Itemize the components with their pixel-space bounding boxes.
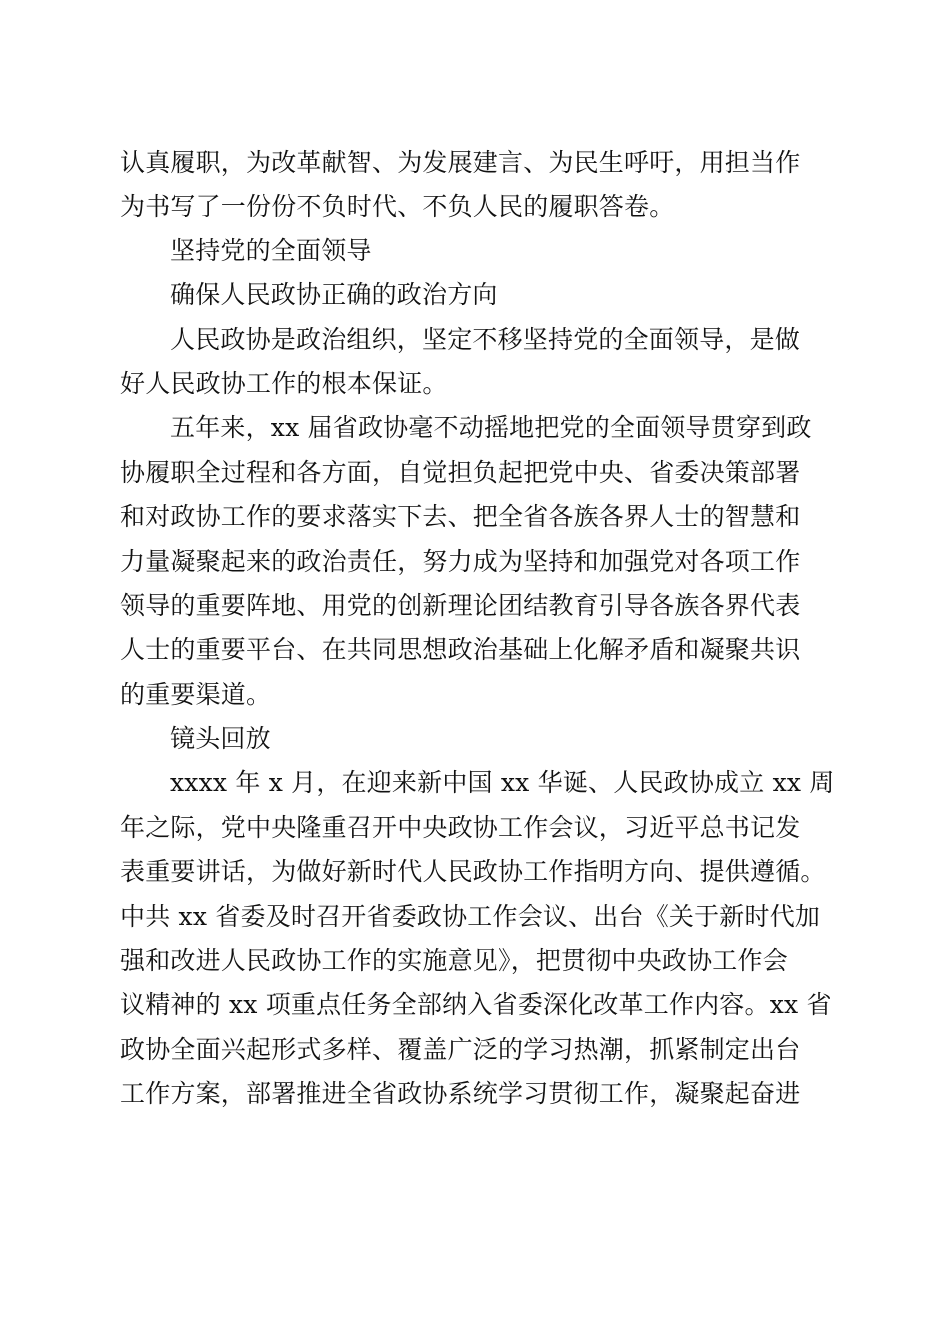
paragraph-line: 协履职全过程和各方面，自觉担负起把党中央、省委决策部署 bbox=[120, 458, 801, 487]
paragraph-line: 好人民政协工作的根本保证。 bbox=[120, 369, 448, 398]
paragraph-line: 的重要渠道。 bbox=[120, 680, 272, 709]
section-subheading: 确保人民政协正确的政治方向 bbox=[170, 280, 498, 309]
paragraph-line: 人民政协是政治组织，坚定不移坚持党的全面领导，是做 bbox=[170, 325, 801, 354]
paragraph-line: 工作方案，部署推进全省政协系统学习贯彻工作，凝聚起奋进 bbox=[120, 1079, 801, 1108]
paragraph-line: 年之际，党中央隆重召开中央政协工作会议，习近平总书记发 bbox=[120, 813, 801, 842]
paragraph-line: 政协全面兴起形式多样、覆盖广泛的学习热潮，抓紧制定出台 bbox=[120, 1035, 801, 1064]
paragraph-line: 认真履职，为改革献智、为发展建言、为民生呼吁，用担当作 bbox=[120, 148, 801, 177]
paragraph-line: 中共 xx 省委及时召开省委政协工作会议、出台《关于新时代加 bbox=[120, 902, 821, 931]
section-heading: 坚持党的全面领导 bbox=[170, 236, 372, 265]
paragraph-line: 人士的重要平台、在共同思想政治基础上化解矛盾和凝聚共识 bbox=[120, 635, 801, 664]
paragraph-line: xxxx 年 x 月，在迎来新中国 xx 华诞、人民政协成立 xx 周 bbox=[170, 768, 835, 797]
paragraph-line: 表重要讲话，为做好新时代人民政协工作指明方向、提供遵循。 bbox=[120, 857, 826, 886]
section-heading: 镜头回放 bbox=[170, 724, 271, 753]
paragraph-line: 领导的重要阵地、用党的创新理论团结教育引导各族各界代表 bbox=[120, 591, 801, 620]
paragraph-line: 五年来，xx 届省政协毫不动摇地把党的全面领导贯穿到政 bbox=[170, 413, 812, 442]
paragraph-line: 力量凝聚起来的政治责任，努力成为坚持和加强党对各项工作 bbox=[120, 547, 801, 576]
paragraph-line: 强和改进人民政协工作的实施意见》，把贯彻中央政协工作会 bbox=[120, 946, 788, 975]
paragraph-line: 为书写了一份份不负时代、不负人民的履职答卷。 bbox=[120, 192, 675, 221]
paragraph-line: 和对政协工作的要求落实下去、把全省各族各界人士的智慧和 bbox=[120, 502, 801, 531]
paragraph-line: 议精神的 xx 项重点任务全部纳入省委深化改革工作内容。xx 省 bbox=[120, 990, 832, 1019]
